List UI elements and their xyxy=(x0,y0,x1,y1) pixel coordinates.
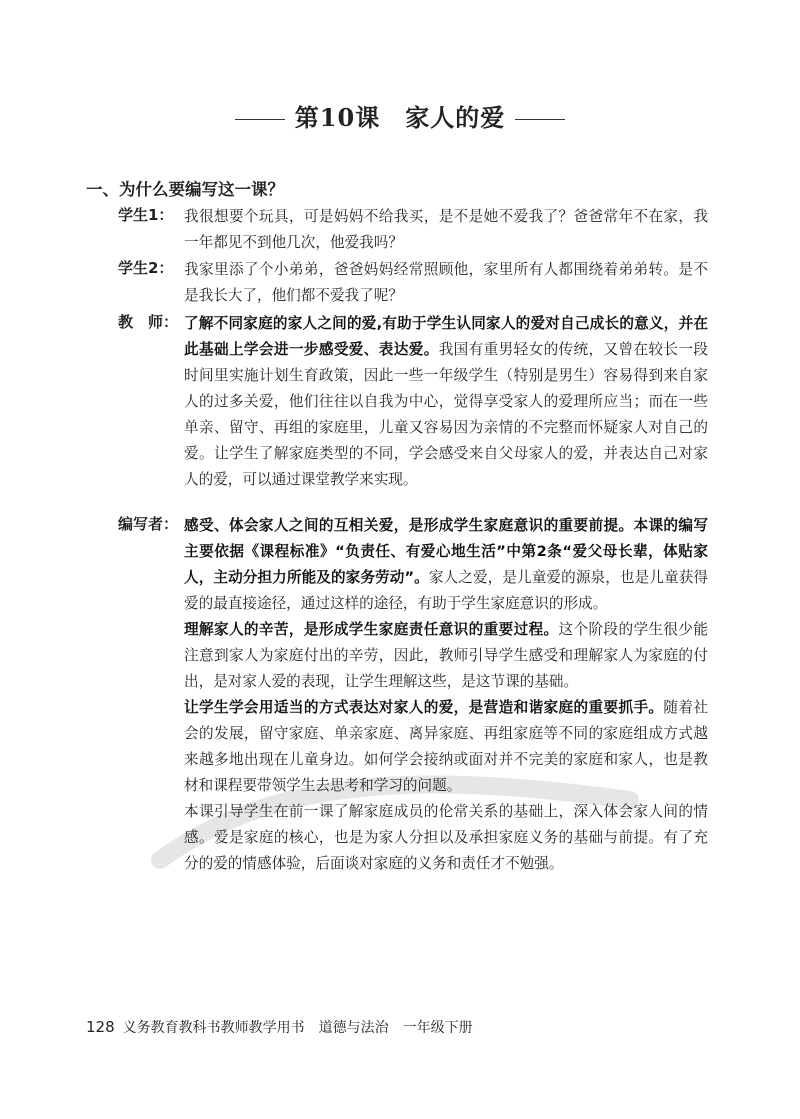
entry-student1 xyxy=(118,204,708,256)
book-grade: 一年级下册 xyxy=(402,1020,473,1036)
page-number: 128 xyxy=(86,1018,115,1036)
emphasis-text: 理解家人的辛苦，是形成学生家庭责任意识的重要过程。 xyxy=(184,621,559,638)
title-dash-right xyxy=(515,119,565,120)
paragraph: 我很想要个玩具，可是妈妈不给我买，是不是她不爱我了？爸爸常年不在家，我一年都见不到他几次，他爱我吗？ xyxy=(184,208,708,251)
paragraph: 本课引导学生在前一课了解家庭成员的伦常关系的基础上，深入体会家人间的情感。爱是家庭的核心，也是为家人分担以及承担家庭义务的基础与前提。有了充分的爱的情感体验，后面谈对家庭的义务和责任才不勉强。 xyxy=(184,803,708,872)
body-text: 这个阶段的学生很少能注意到家人为家庭付出的辛劳，因此，教师引导学生感受和理解家人为家庭的付出，是对家人爱的表现，让学生理解这些，是这节课的基础。 xyxy=(184,621,708,690)
paragraph xyxy=(184,311,708,493)
lesson-title-text: 第10课 家人的爱 xyxy=(294,103,506,132)
emphasis-text: 让学生学会用适当的方式表达对家人的爱，是营造和谐家庭的重要抓手。 xyxy=(184,699,664,716)
entry-teacher xyxy=(118,311,708,493)
page-footer xyxy=(86,1017,487,1037)
paragraph: 我家里添了个小弟弟，爸爸妈妈经常照顾他，家里所有人都围绕着弟弟转。是不是我长大了，他们都不爱我了呢？ xyxy=(184,261,708,304)
entry-text xyxy=(184,257,708,309)
paragraph xyxy=(184,513,708,617)
entry-writer xyxy=(118,513,708,877)
paragraph xyxy=(184,617,708,695)
book-series: 义务教育教科书教师教学用书 xyxy=(122,1020,305,1036)
body-text: 随着社会的发展，留守家庭、单亲家庭、离异家庭、再组家庭等不同的家庭组成方式越来越多地出现在儿童身边。如何学会接纳或面对并不完美的家庭和家人，也是教材和课程要带领学生去思考和学习的问题。 xyxy=(184,699,708,794)
entry-text xyxy=(184,311,708,493)
section-heading: 一、为什么要编写这一课？ xyxy=(86,180,284,199)
entry-text xyxy=(184,513,708,877)
speaker-label: 教 师： xyxy=(118,313,179,331)
body-text: 家人之爱，是儿童爱的源泉，也是儿童获得爱的最直接途径，通过这样的途径，有助于学生家庭意识的形成。 xyxy=(184,569,708,612)
entry-text xyxy=(184,204,708,256)
paragraph xyxy=(184,695,708,799)
book-subject: 道德与法治 xyxy=(318,1020,389,1036)
body-text: 我国有重男轻女的传统，又曾在较长一段时间里实施计划生育政策，因此一些一年级学生（特别是男生）容易得到来自家人的过多关爱，他们往往以自我为中心，觉得享受家人的爱理所应当；而在一些单亲、留守、再组的家庭里，儿童又容易因为亲情的不完整而怀疑家人对自己的爱。让学生了解家庭类型的不同，学会感受来自父母家人的爱，并表达自己对家人的爱，可以通过课堂教学来实现。 xyxy=(184,341,708,488)
speaker-label: 学生2： xyxy=(118,259,174,277)
speaker-label: 学生1： xyxy=(118,206,174,224)
entry-student2 xyxy=(118,257,708,309)
emphasis-text: 了解不同家庭的家人之间的爱,有助于学生认同家人的爱对自己成长的意义，并在此基础上学会进一步感受爱、表达爱。 xyxy=(184,315,708,358)
title-dash-left xyxy=(235,119,285,120)
emphasis-text: 感受、体会家人之间的互相关爱，是形成学生家庭意识的重要前提。本课的编写主要依据《课程标准》“负责任、有爱心地生活”中第2条“爱父母长辈，体贴家人，主动分担力所能及的家务劳动”。 xyxy=(184,517,708,586)
speaker-label: 编写者： xyxy=(118,515,179,533)
lesson-title xyxy=(0,98,800,133)
